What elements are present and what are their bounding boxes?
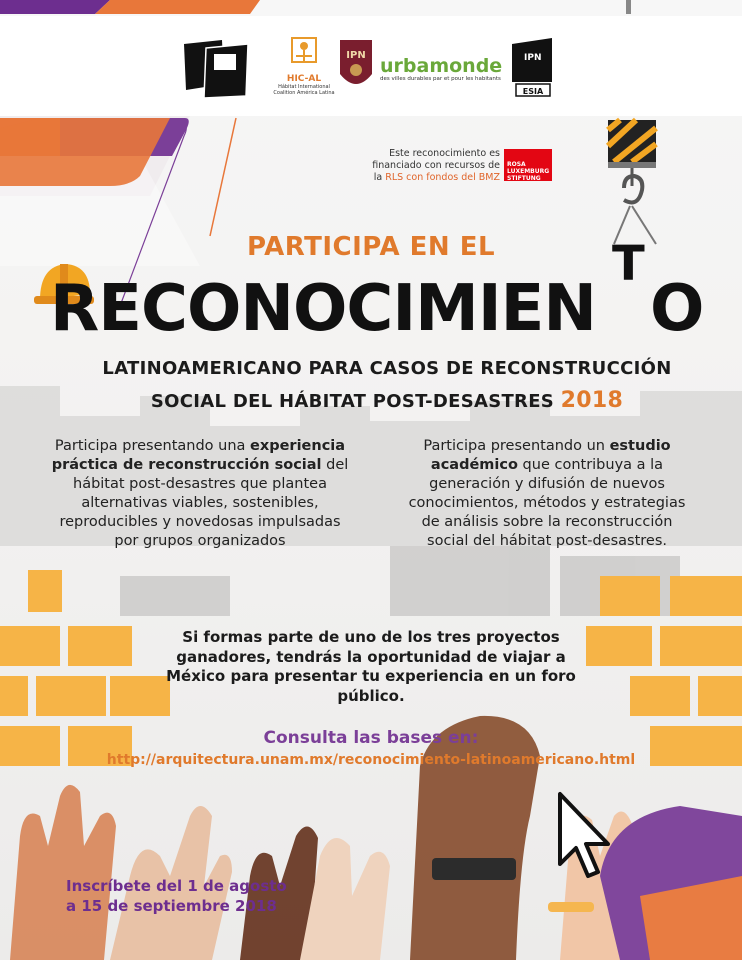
- hic-al-logo: [268, 36, 340, 96]
- hic-al-name: HIC-AL: [286, 74, 322, 84]
- headline-letter-t: T: [612, 236, 645, 292]
- subtitle-line-2-text: SOCIAL DEL HÁBITAT POST-DESASTRES: [150, 391, 555, 412]
- right-col-intro: Participa presentando un: [423, 438, 610, 454]
- funding-note: [360, 148, 500, 184]
- left-col-body: del hábitat post-desastres que plantea alternativas viables, sostenibles, reproducibles y novedosas impulsadas por grupos organizados: [59, 457, 349, 549]
- headline-reconocimiento: RECONOCIMIEN: [50, 272, 596, 346]
- ipn-crest-logo: [338, 38, 374, 98]
- left-col-bold: experiencia práctica de reconstrucción social: [51, 438, 346, 473]
- left-col-intro: Participa presentando una: [54, 438, 246, 454]
- practical-experience-text: [50, 437, 350, 551]
- mouse-cursor-icon: [556, 790, 610, 882]
- svg-text:IPN: IPN: [346, 50, 366, 61]
- headline-letter-o: O: [650, 272, 705, 346]
- rosa-luxemburg-logo: [504, 149, 552, 181]
- svg-text:IPN: IPN: [524, 53, 542, 63]
- funding-line-1: Este reconocimiento es: [389, 148, 500, 159]
- academic-study-text: [402, 437, 692, 551]
- facultad-logo: [184, 40, 250, 104]
- consulta-heading: Consulta las bases en:: [263, 728, 479, 748]
- urbamonde-name: urbamonde: [380, 55, 503, 77]
- top-strip: [0, 0, 742, 16]
- registration-dates: [66, 876, 366, 916]
- logo-band: [0, 16, 742, 116]
- svg-text:ESIA: ESIA: [522, 87, 544, 96]
- right-col-bold: estudio académico: [430, 438, 671, 473]
- right-col-body: que contribuya a la generación y difusión de nuevos conocimientos, métodos y estrategias de análisis sobre la reconstrucción social del hábitat post-desastres.: [408, 457, 686, 549]
- funding-line-3-highlight: RLS con fondos del BMZ: [385, 172, 500, 183]
- funding-line-3-prefix: la: [373, 172, 386, 183]
- subtitle-line-2: [0, 388, 742, 413]
- top-decoration: [0, 0, 742, 16]
- subtitle-line-1: LATINOAMERICANO PARA CASOS DE RECONSTRUCCIÓN: [102, 358, 672, 379]
- esia-logo: [510, 38, 554, 102]
- rosa-logo-text: ROSA LUXEMBURG STIFTUNG: [507, 161, 550, 182]
- hic-al-subtitle: Hábitat International Coalition América Latina: [273, 84, 335, 96]
- registration-line-2: a 15 de septiembre 2018: [66, 897, 277, 915]
- hic-al-emblem-icon: [284, 36, 324, 70]
- bases-link[interactable]: http://arquitectura.unam.mx/reconocimiento-latinoamericano.html: [106, 752, 636, 768]
- registration-line-1: Inscríbete del 1 de agosto: [66, 877, 287, 895]
- subtitle-year: 2018: [560, 388, 624, 413]
- headline-participa: PARTICIPA EN EL: [246, 232, 496, 262]
- urbamonde-tagline: des villes durables par et pour les habitants: [380, 76, 501, 82]
- funding-line-2: financiado con recursos de: [372, 160, 500, 171]
- funding-line-3: [360, 172, 500, 184]
- winners-text: Si formas parte de uno de los tres proyectos ganadores, tendrás la oportunidad de viajar a México para presentar tu experiencia en un foro público.: [166, 628, 576, 705]
- urbamonde-logo: [380, 56, 502, 83]
